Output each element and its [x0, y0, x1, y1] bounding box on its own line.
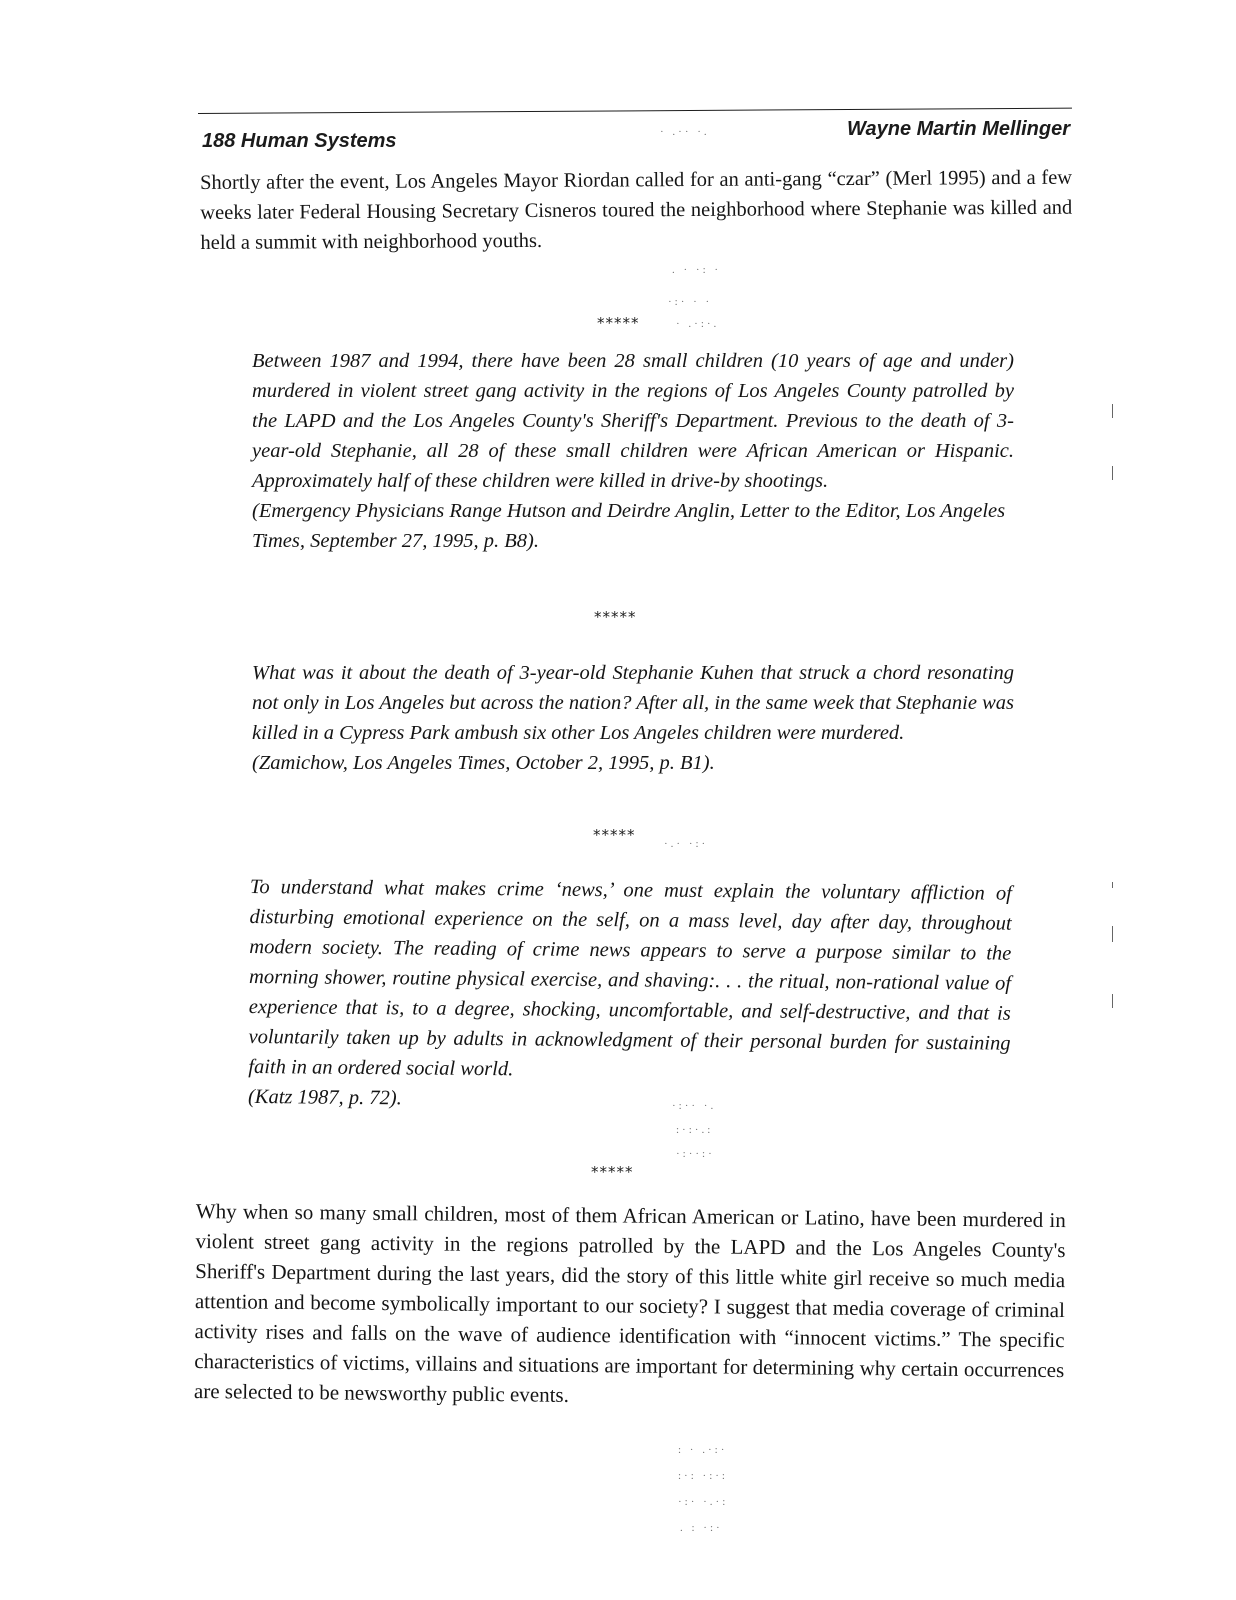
scan-speckle: ·:··:· — [676, 1148, 715, 1160]
scan-speckle: : · .·:· — [678, 1444, 728, 1456]
scan-mark — [1112, 994, 1113, 1008]
scan-mark — [1112, 882, 1113, 888]
scan-speckle: · .·:·. — [676, 318, 720, 330]
block-quote-1 — [252, 346, 1014, 556]
section-separator: ***** — [591, 1163, 634, 1181]
section-separator: ***** — [593, 826, 636, 844]
intro-paragraph: Shortly after the event, Los Angeles Mayor Riordan called for an anti-gang “czar” (Merl 1995) and a few weeks later Federal Housing Secretary Cisneros toured the neighborhood where Stephanie was killed and held a summit with neighborhood youths. — [200, 166, 1073, 254]
quote-text: To understand what makes crime ‘news,’ one must explain the voluntary affliction of disturbing emotional experience on the self, on a mass level, day after day, throughout modern society. The reading of crime news appears to serve a purpose similar to the morning shower, routine physical exercise, and shaving:. . . the ritual, non-rational value of experience that is, to a degree, shocking, uncomfortable, and self-destructive, and that is voluntarily taken up by adults in acknowledgment of their personal burden for sustaining faith in an ordered social world. — [248, 875, 1012, 1081]
quote-citation: (Katz 1987, p. 72). — [247, 1085, 402, 1110]
final-paragraph: Why when so many small children, most of them African American or Latino, have been murdered in violent street gang activity in the regions patrolled by the LAPD and the Los Angeles County's Sheriff's Department during the last years, did the story of this little white girl receive so much media attention and become symbolically important to our society? I suggest that media coverage of criminal activity rises and falls on the wave of audience identification with “innocent victims.” The specific characteristics of victims, villains and situations are important for determining why certain occurrences are selected to be newsworthy public events. — [193, 1198, 1066, 1407]
quote-text: Between 1987 and 1994, there have been 28 small children (10 years of age and under) murdered in violent street gang activity in the regions of Los Angeles County patrolled by the LAPD and the Los Angeles County's Sheriff's Department. Previous to the death of 3-year-old Stephanie, all 28 of these small children were African American or Hispanic. Approximately half of these children were killed in drive-by shootings. — [252, 350, 1014, 492]
scan-mark — [1112, 466, 1113, 480]
block-quote-2 — [252, 658, 1014, 778]
scan-speckle: ·:·· ·. — [672, 1100, 717, 1112]
scan-speckle: . : ·:· — [680, 1522, 723, 1534]
scan-speckle: . · ·: · — [672, 264, 722, 276]
scan-speckle: :·: ·:·: — [678, 1470, 728, 1482]
scan-speckle: · .·· ·. — [660, 126, 710, 138]
section-separator: ***** — [597, 314, 640, 332]
running-header-author: Wayne Martin Mellinger — [846, 118, 1070, 140]
scan-speckle: ·.· ·:· — [664, 838, 709, 850]
scan-speckle: :·:·.: — [676, 1124, 714, 1136]
scan-speckle: ·:· ·.·: — [678, 1496, 729, 1508]
block-quote-3 — [248, 872, 1012, 1119]
scan-mark — [1112, 404, 1113, 418]
quote-text: What was it about the death of 3-year-old Stephanie Kuhen that struck a chord resonating not only in Los Angeles but across the nation? After all, in the same week that Stephanie was killed in a Cypress Park ambush six other Los Angeles children were murdered. — [252, 662, 1014, 744]
quote-citation: (Zamichow, Los Angeles Times, October 2, 1995, p. B1). — [252, 752, 715, 774]
section-separator: ***** — [594, 608, 637, 626]
running-header-title: 188 Human Systems — [202, 130, 397, 152]
header-rule — [198, 108, 1072, 114]
scan-speckle: ·:· · · — [668, 296, 713, 308]
scan-mark — [1112, 926, 1113, 942]
quote-citation: (Emergency Physicians Range Hutson and Deirdre Anglin, Letter to the Editor, Los Angeles Times, September 27, 1995, p. B8). — [252, 500, 1006, 552]
